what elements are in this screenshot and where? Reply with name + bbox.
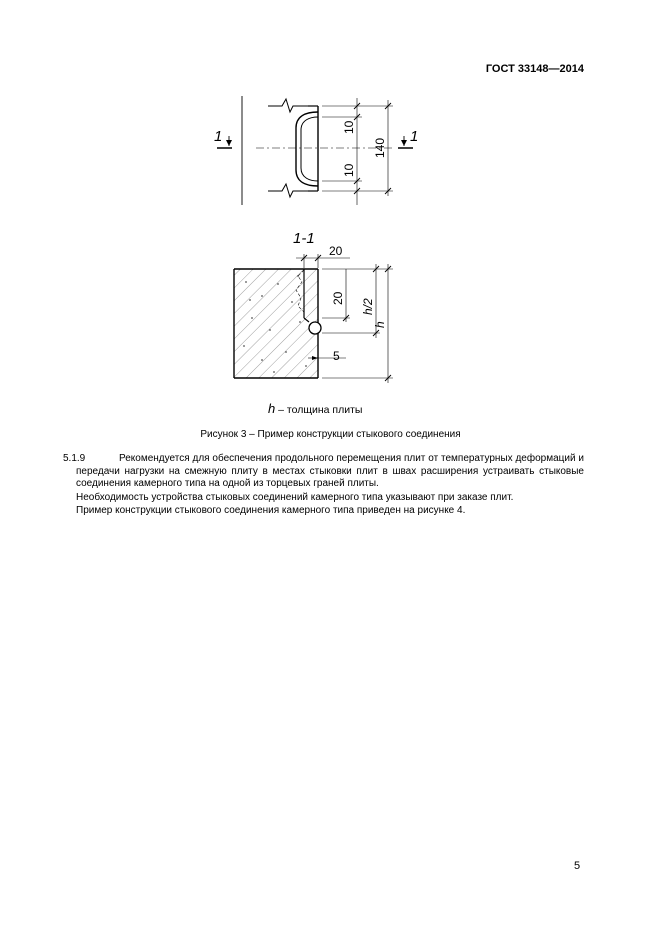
page-number: 5 [574,860,581,872]
section-chamber-circle [309,322,321,334]
section-view [234,254,393,383]
dim-label-bottom: 10 [342,163,356,177]
legend-text: – толщина плиты [278,404,363,416]
paragraph-2: Необходимость устройства стыковых соединений камерного типа указывают при заказе плит. [76,492,514,503]
dim-label-total: 140 [373,137,387,158]
legend-symbol: h [268,401,276,416]
plan-chamber-inner [301,117,318,181]
dim-label-height: h [373,321,387,328]
dim-label-half-height: h/2 [361,298,375,315]
paragraph-number: 5.1.9 [63,453,86,464]
figure-caption: Рисунок 3 – Пример конструкции стыкового соединения [200,429,461,440]
joint-drawing [0,0,661,440]
section-mark-left: 1 [214,128,223,145]
section-mark-right: 1 [410,128,419,145]
paragraph-text: Рекомендуется для обеспечения продольного перемещения плит от температурных деформаций и передачи нагрузки на смежную плиту в местах стыковки плит в швах расширения устраивать стыковые соединения камерного типа на одной из торцевых граней плиты. [76,453,584,489]
dim-label-width: 20 [329,244,343,258]
paragraph-3: Пример конструкции стыкового соединения камерного типа приведен на рисунке 4. [76,505,466,516]
figure-legend [268,401,362,416]
paragraph-5-1-9 [63,453,584,491]
figure-3 [0,0,661,440]
document-code: ГОСТ 33148—2014 [485,63,584,75]
plan-chamber-outer [296,112,318,186]
section-title: 1-1 [293,230,315,247]
dim-label-top: 10 [342,120,356,134]
plan-bottom-edge [268,184,308,197]
dim-label-radius: 5 [333,349,340,363]
plan-top-edge [268,99,308,112]
dim-label-groove-height: 20 [331,291,345,305]
